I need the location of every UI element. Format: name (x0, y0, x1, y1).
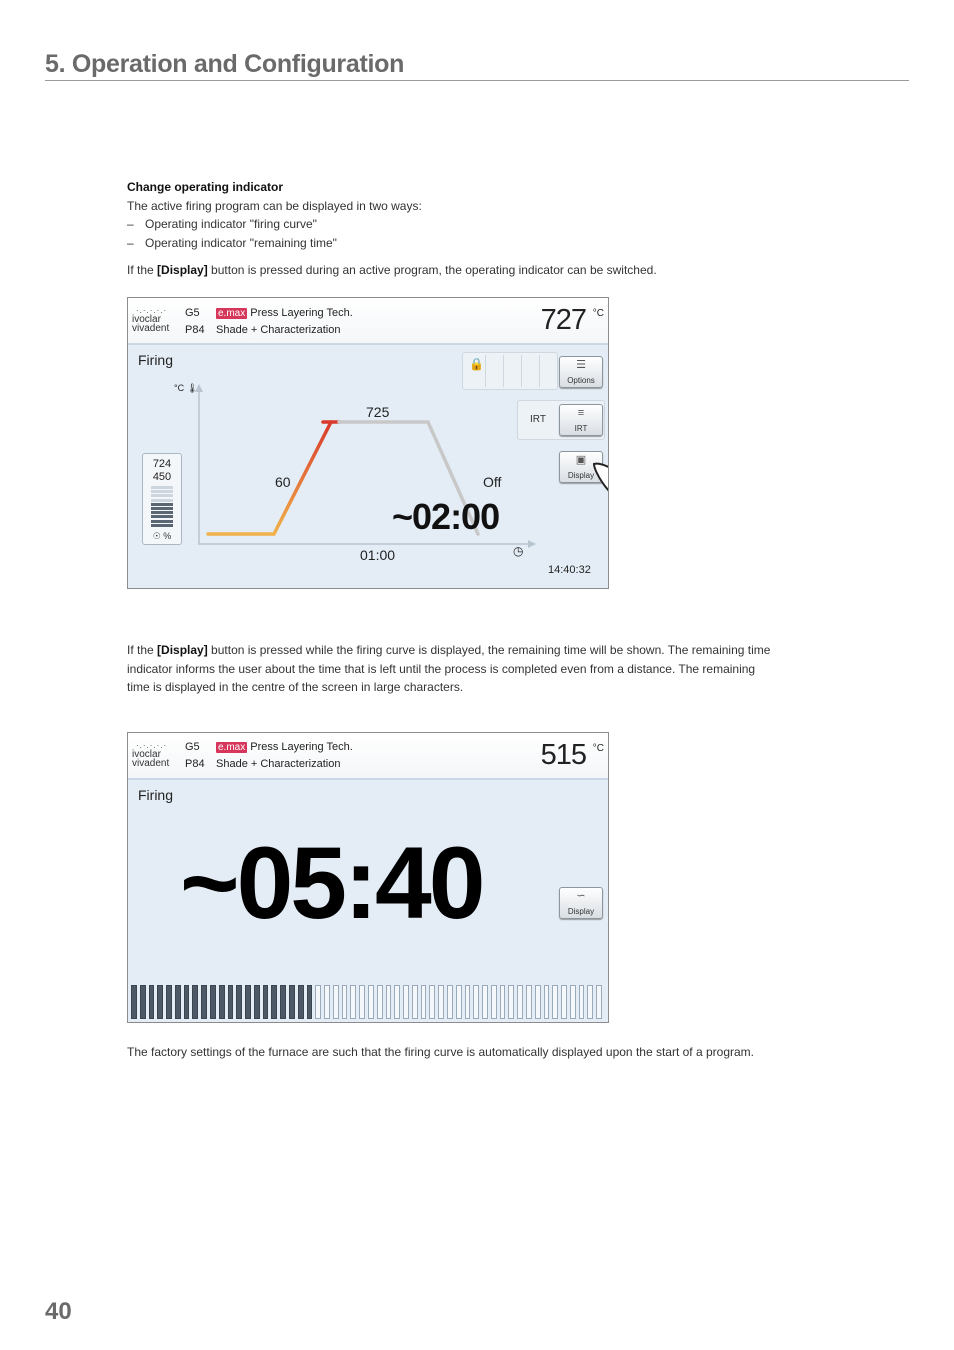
intro-block (127, 178, 422, 252)
progress-segment (377, 985, 383, 1019)
progress-segment (421, 985, 427, 1019)
program-name-text: Press Layering Tech. (250, 307, 353, 319)
display-button-ref: [Display] (157, 643, 208, 657)
logo-text: ivoclar (132, 314, 161, 325)
progress-segment (149, 985, 155, 1019)
firing-curve-icon: ∽ (576, 890, 586, 902)
temperature-unit: °C (592, 308, 604, 319)
program-subtitle: Shade + Characterization (216, 324, 341, 336)
progress-segment (315, 985, 321, 1019)
progress-segment (254, 985, 260, 1019)
progress-segment (368, 985, 374, 1019)
options-icon: ☰ (576, 359, 586, 371)
irt-button-label: IRT (574, 424, 588, 433)
progress-segment (192, 985, 198, 1019)
clock-icon: ◷ (513, 544, 524, 558)
bullet-text: Operating indicator "firing curve" (145, 217, 317, 231)
progress-segment (517, 985, 523, 1019)
progress-segment (456, 985, 462, 1019)
progress-segment (324, 985, 330, 1019)
progress-segment (333, 985, 339, 1019)
remaining-time: ~02:00 (392, 496, 500, 537)
progress-segment (166, 985, 172, 1019)
section-title: 5. Operation and Configuration (45, 48, 909, 81)
ivoclar-logo: ·.·.·.·.· ivoclar vivadent (132, 306, 170, 334)
progress-segment (289, 985, 295, 1019)
progress-segment (342, 985, 348, 1019)
intro-heading: Change operating indicator (127, 180, 284, 194)
progress-segment (175, 985, 181, 1019)
progress-segment (271, 985, 277, 1019)
logo-text: ivoclar (132, 749, 161, 760)
furnace-code: G5 (185, 741, 200, 753)
display-button-label: Display (567, 471, 595, 480)
display-icon: ▣ (575, 454, 587, 466)
firing-curve-chart (128, 298, 608, 588)
pointing-hand-icon (590, 458, 609, 518)
progress-segment (280, 985, 286, 1019)
hold-temperature-label: 725 (366, 404, 390, 420)
progress-segment (596, 985, 602, 1019)
progress-segment (535, 985, 541, 1019)
progress-segment (386, 985, 392, 1019)
vacuum-unit: % (163, 531, 172, 541)
program-name (216, 741, 353, 753)
current-temperature: 727 (540, 304, 586, 336)
display-button-ref: [Display] (157, 263, 208, 277)
vacuum-value: 724 (152, 458, 172, 470)
para-text: button is pressed while the firing curve is displayed, the remaining time will be shown. The remaining time (207, 643, 771, 657)
para-line: indicator informs the user about the time that is left until the process is completed even from a distance. The remaining (127, 661, 756, 676)
vacuum-percent: ☉ % (152, 531, 172, 541)
progress-segment (298, 985, 304, 1019)
bullet-text: Operating indicator "remaining time" (145, 235, 337, 250)
progress-segment (157, 985, 163, 1019)
vacuum-setpoint: 450 (152, 471, 172, 483)
progress-segment (219, 985, 225, 1019)
current-temperature: 515 (540, 739, 586, 771)
ivoclar-logo: ·.·.·.·.· ivoclar vivadent (132, 741, 170, 769)
progress-segment (482, 985, 488, 1019)
para-text: If the (127, 643, 158, 657)
emax-badge: e.max (218, 308, 246, 319)
progress-segment (263, 985, 269, 1019)
intro-paragraph (127, 261, 657, 280)
clock-time: 14:40:32 (548, 564, 591, 576)
time-axis-label: 01:00 (360, 547, 396, 563)
program-name-text: Press Layering Tech. (250, 741, 353, 753)
progress-segment (500, 985, 506, 1019)
remaining-time-large: ~05:40 (180, 826, 483, 940)
progress-segment (561, 985, 567, 1019)
progress-segment (228, 985, 234, 1019)
progress-segment (438, 985, 444, 1019)
para-line (127, 641, 770, 660)
progress-segment (544, 985, 550, 1019)
middle-paragraph (127, 641, 770, 697)
thermometer-icon: 🌡 (186, 383, 199, 393)
progress-segment (570, 985, 576, 1019)
progress-segment (491, 985, 497, 1019)
progress-segment (236, 985, 242, 1019)
footer-paragraph: The factory settings of the furnace are such that the firing curve is automatically displayed upon the start of a program. (127, 1045, 754, 1059)
progress-segment (307, 985, 313, 1019)
bullet-item: – Operating indicator "firing curve" (127, 217, 317, 231)
display-button[interactable] (559, 887, 603, 919)
display-button-label: Display (567, 907, 595, 916)
logo-text: vivadent (132, 323, 170, 334)
progress-segment (508, 985, 514, 1019)
progress-segment (245, 985, 251, 1019)
screen-title: Firing (138, 787, 174, 803)
progress-segment (131, 985, 137, 1019)
firing-curve-screen (127, 297, 609, 589)
progress-segment (403, 985, 409, 1019)
program-number: P84 (185, 758, 205, 770)
progress-segment (473, 985, 479, 1019)
progress-segment (359, 985, 365, 1019)
progress-segment (429, 985, 435, 1019)
progress-segment (579, 985, 585, 1019)
remaining-time-screen (127, 732, 609, 1023)
lock-icon: 🔒 (469, 357, 484, 371)
progress-segment (465, 985, 471, 1019)
furnace-code: G5 (185, 307, 200, 319)
temperature-axis-unit-text: °C (174, 383, 185, 393)
para-line: time is displayed in the centre of the screen in large characters. (127, 680, 464, 694)
page-number: 40 (45, 1298, 72, 1325)
time-axis-arrow (528, 540, 536, 548)
progress-segment (526, 985, 532, 1019)
options-button-label: Options (567, 376, 595, 385)
screen-title: Firing (138, 352, 174, 368)
program-number: P84 (185, 324, 205, 336)
intro-line: The active firing program can be displayed in two ways: (127, 198, 422, 213)
bullet-item: – Operating indicator "remaining time" (127, 235, 337, 250)
irt-icon: ≡ (577, 407, 585, 419)
para-text: If the (127, 263, 158, 277)
cooling-label: Off (483, 474, 502, 490)
progress-bar (131, 985, 605, 1019)
progress-segment (447, 985, 453, 1019)
para-text: button is pressed during an active program, the operating indicator can be switched. (207, 263, 657, 277)
progress-segment (412, 985, 418, 1019)
program-subtitle: Shade + Characterization (216, 758, 341, 770)
logo-text: vivadent (132, 758, 170, 769)
progress-segment (552, 985, 558, 1019)
progress-segment (210, 985, 216, 1019)
irt-text: IRT (530, 414, 546, 425)
progress-segment (350, 985, 356, 1019)
screen-header (128, 733, 608, 780)
temperature-axis-unit (174, 383, 198, 394)
emax-badge: e.max (218, 742, 246, 753)
progress-segment (201, 985, 207, 1019)
temperature-unit: °C (592, 743, 604, 754)
heat-rate-label: 60 (275, 474, 291, 490)
progress-segment (184, 985, 190, 1019)
progress-segment (140, 985, 146, 1019)
progress-segment (394, 985, 400, 1019)
progress-segment (587, 985, 593, 1019)
